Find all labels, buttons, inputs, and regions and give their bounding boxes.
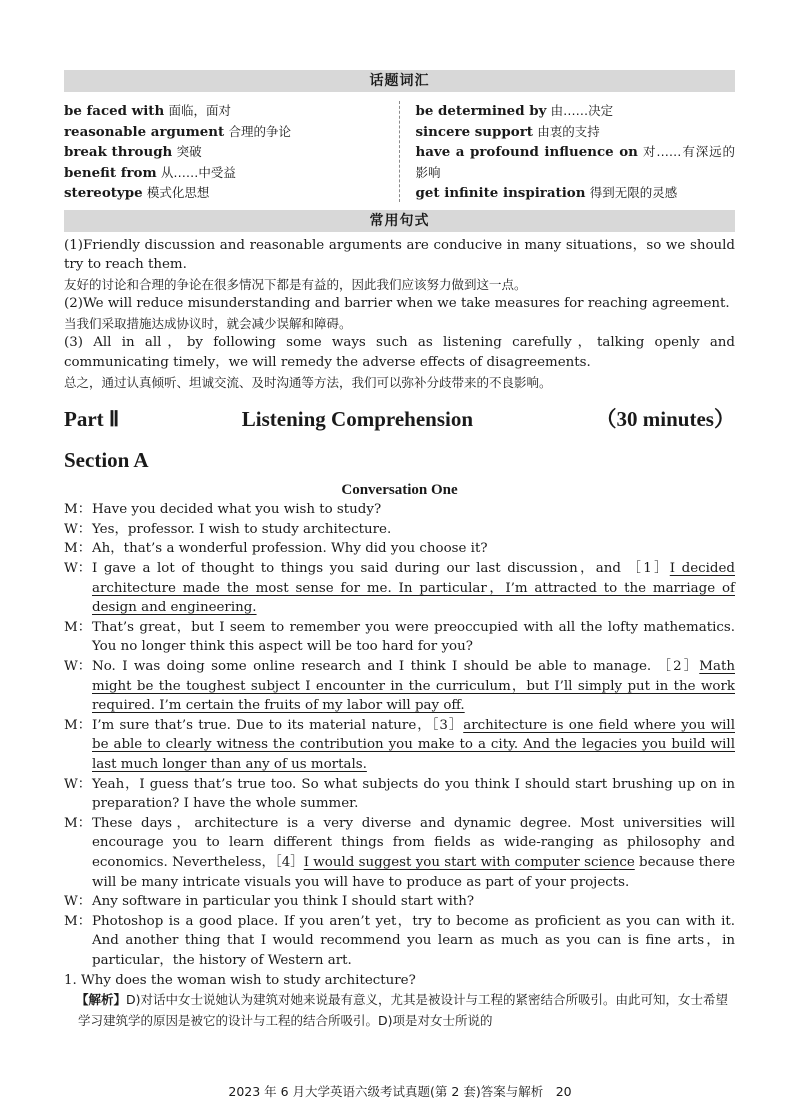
vocab-item: break through 突破 (64, 144, 202, 160)
dialogue-turn: M： I’m sure that’s true. Due to its material nature，［3］architecture is one field where you will be able to clearly witness the contribution you make to a city. And the legacies you build will last much longer than any of us mortals. (64, 717, 735, 772)
analysis-label: 【解析】 (76, 992, 127, 1008)
sentences-header: 常用句式 (64, 210, 735, 232)
dialogue-turn: M： Have you decided what you wish to study? (64, 502, 382, 518)
vocab-item: get infinite inspiration 得到无限的灵感 (415, 185, 678, 201)
part-label: Part Ⅱ (64, 407, 120, 432)
dialogue-turn: W： Yeah，I guess that’s true too. So what subjects do you think I should start brushing up on in preparation? I have the whole summer. (64, 776, 735, 812)
sentence-en: (3) All in all，by following some ways such as listening carefully，talking openly and communicating timely，we will remedy the adverse effects of disagreements. (64, 335, 735, 371)
sentence-zh: 总之，通过认真倾听、坦诚交流、及时沟通等方法，我们可以弥补分歧带来的不良影响。 (64, 374, 552, 390)
vocab-left-column (64, 101, 400, 204)
part-title: Listening Comprehension (241, 407, 474, 432)
sentence-zh: 当我们采取措施达成协议时，就会减少误解和障碍。 (64, 315, 352, 331)
question: 1. Why does the woman wish to study architecture? (64, 972, 416, 988)
vocab-item: have a profound influence on 对……有深远的影响 (415, 144, 735, 180)
dialogue-turn: W： Yes，professor. I wish to study architecture. (64, 521, 392, 537)
key-sentence: architecture is one field where you will be able to clearly witness the contribution you make to a city. And the legacies you build will last much longer than any of us mortals. (92, 717, 735, 772)
conversation-title: Conversation One (341, 482, 458, 499)
dialogue-turn: M： That’s great，but I seem to remember you were preoccupied with all the lofty mathematics. You no longer think this aspect will be too hard for you? (64, 619, 735, 655)
sentence-en: (1)Friendly discussion and reasonable arguments are conducive in many situations，so we should try to reach them. (64, 237, 735, 273)
vocab-item: be faced with 面临，面对 (64, 103, 231, 119)
sentence-patterns (64, 232, 735, 393)
page-content (64, 70, 735, 1031)
dialogue-turn: W： Any software in particular you think I should start with? (64, 894, 475, 910)
vocab-right-column (400, 101, 736, 204)
sentence-zh: 友好的讨论和合理的争论在很多情况下都是有益的，因此我们应该努力做到这一点。 (64, 276, 527, 292)
dialogue (64, 500, 735, 970)
sentence-en: (2)We will reduce misunderstanding and barrier when we take measures for reaching agreement. (64, 296, 730, 312)
vocab-table (64, 92, 735, 210)
part-time: （30 minutes） (595, 407, 735, 432)
vocab-item: stereotype 模式化思想 (64, 185, 210, 201)
analysis (64, 990, 735, 1031)
dialogue-turn: W： I gave a lot of thought to things you said during our last discussion，and ［1］I decided architecture made the most sense for me. In particular，I’m attracted to the marriage of design and engineering. (64, 561, 735, 616)
dialogue-turn: M： These days，architecture is a very diverse and dynamic degree. Most universities will encourage you to learn different things from fields as wide-ranging as philosophy and economics. Nevertheless，［4］I would suggest you start with computer science because there will be many intricate visuals you will have to produce as part of your projects. (64, 815, 736, 890)
vocab-header: 话题词汇 (64, 70, 735, 92)
dialogue-turn: M： Photoshop is a good place. If you aren’t yet，try to become as proficient as you can with it. And another thing that I would recommend you learn as much as you can is fine arts，in particular，the history of Western art. (64, 913, 735, 968)
vocab-divider (399, 101, 400, 202)
page-footer: 2023 年 6 月大学英语六级考试真题(第 2 套)答案与解析 20 (228, 1084, 572, 1099)
vocab-item: be determined by 由……决定 (415, 103, 614, 119)
part-heading (64, 404, 735, 434)
analysis-text: D)对话中女士说她认为建筑对她来说最有意义，尤其是被设计与工程的紧密结合所吸引。由此可知，女士希望学习建筑学的原因是被它的设计与工程的结合所吸引。D)项是对女士所说的 (78, 992, 729, 1028)
vocab-item: sincere support 由衷的支持 (415, 123, 600, 140)
key-sentence: I decided architecture made the most sense for me. In particular，I’m attracted to the marriage of design and engineering. (92, 561, 735, 616)
dialogue-turn: W： No. I was doing some online research and I think I should be able to manage. ［2］Math might be the toughest subject I encounter in the curriculum，but I’ll simply put in the work required. I’m certain the fruits of my labor will pay off. (64, 659, 735, 714)
key-sentence: Math might be the toughest subject I encounter in the curriculum，but I’ll simply put in the work required. I’m certain the fruits of my labor will pay off. (92, 659, 735, 714)
section-heading: Section A (64, 448, 149, 473)
vocab-item: benefit from 从……中受益 (64, 164, 236, 181)
dialogue-turn: M： Ah，that’s a wonderful profession. Why did you choose it? (64, 541, 488, 557)
vocab-item: reasonable argument 合理的争论 (64, 123, 291, 140)
key-sentence: I would suggest you start with computer science (303, 854, 635, 870)
